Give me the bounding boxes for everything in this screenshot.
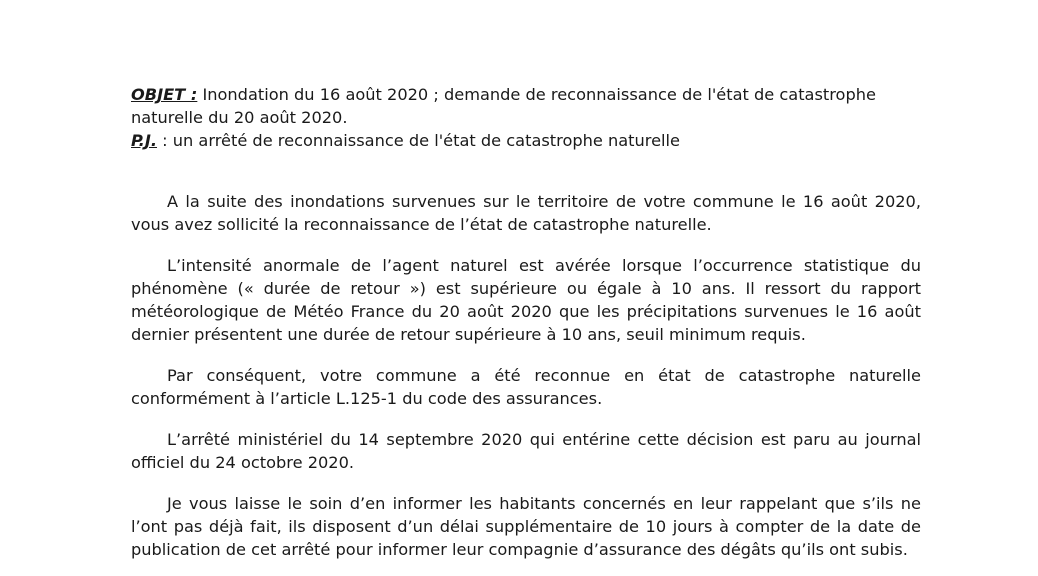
paragraph-2: L’intensité anormale de l’agent naturel est avérée lorsque l’occurrence statistique du phénomène (« durée de retour ») est supérieure ou égale à 10 ans. Il ressort du rapport météorologique de Météo France du 20 août 2020 que les précipitations survenues le 16 août dernier présentent une durée de retour supérieure à 10 ans, seuil minimum requis.: [131, 256, 921, 344]
objet-text: Inondation du 16 août 2020 ; demande de reconnaissance de l'état de catastrophe naturelle du 20 août 2020.: [131, 85, 876, 127]
objet-line: [131, 83, 921, 129]
pj-text: : un arrêté de reconnaissance de l'état de catastrophe naturelle: [157, 131, 680, 150]
paragraph-1: A la suite des inondations survenues sur le territoire de votre commune le 16 août 2020, vous avez sollicité la reconnaissance de l’état de catastrophe naturelle.: [131, 192, 921, 234]
letter-page: [131, 83, 921, 561]
paragraph-3: Par conséquent, votre commune a été reconnue en état de catastrophe naturelle conformément à l’article L.125-1 du code des assurances.: [131, 366, 921, 408]
paragraph-4: L’arrêté ministériel du 14 septembre 2020 qui entérine cette décision est paru au journal officiel du 24 octobre 2020.: [131, 430, 921, 472]
pj-label: P.J.: [131, 131, 158, 150]
paragraph-5: Je vous laisse le soin d’en informer les habitants concernés en leur rappelant que s’ils ne l’ont pas déjà fait, ils disposent d’un délai supplémentaire de 10 jours à compter de la date de publication de cet arrêté pour informer leur compagnie d’assurance des dégâts qu’ils ont subis.: [131, 494, 921, 559]
objet-label: OBJET :: [131, 85, 198, 104]
letter-body: [131, 190, 921, 561]
pj-line: [131, 129, 921, 152]
